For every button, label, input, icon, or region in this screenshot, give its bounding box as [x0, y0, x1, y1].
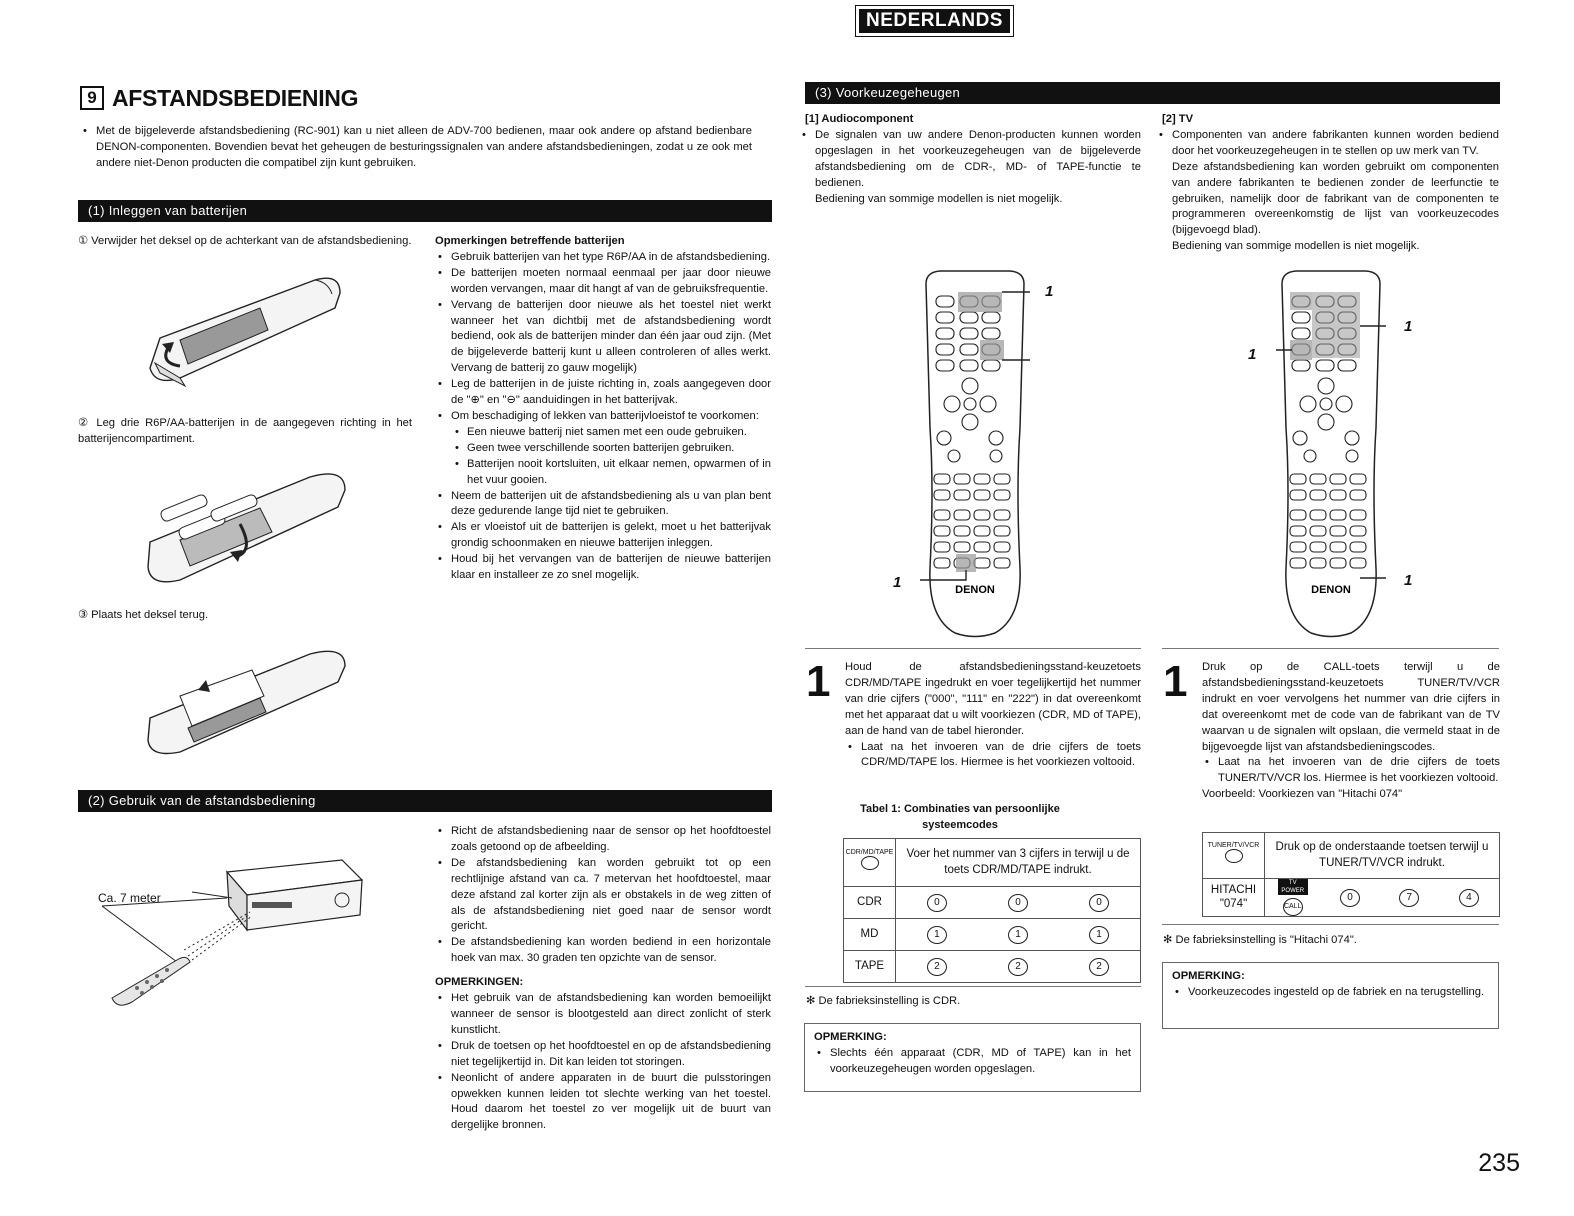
remote-battery-insert-illustration: [140, 462, 355, 592]
row-label: MD: [844, 919, 896, 951]
tv-factory-setting: [1163, 933, 1357, 949]
usage-note: • Druk de toetsen op het hoofdtoestel en op de afstandsbediening niet tegelijkertijd in. Dit kan leiden tot storingen.: [435, 1039, 771, 1071]
tv-example: Voorbeeld: Voorkiezen van "Hitachi 074": [1202, 788, 1403, 801]
battery-sub-note: • Een nieuwe batterij niet samen met een oude gebruiken.: [453, 425, 771, 441]
tv-extra: Bediening van sommige modellen is niet mogelijk.: [1172, 240, 1420, 253]
audio-step-number: 1: [806, 657, 831, 706]
row-label: CDR: [844, 887, 896, 919]
tv-code: "074": [1219, 897, 1248, 910]
usage-point: • De afstandsbediening kan worden bediend in een horizontale hoek van max. 30 graden ten opzichte van de sensor.: [435, 935, 771, 967]
divider: [1162, 924, 1499, 925]
tv-step: [1202, 660, 1500, 803]
battery-note: • De batterijen moeten normaal eenmaal per jaar door nieuwe worden vervangen, maar dit hangt af van de gebruiksfrequentie.: [435, 266, 771, 298]
usage-point: • De afstandsbediening kan worden gebruikt tot op een rechtlijnige afstand van ca. 7 metervan het hoofdtoestel, maar deze afstand zal korter zijn als er obstakels in de weg zitten of als de afstandsbediening niet goed naar de sensor wordt gericht.: [435, 856, 771, 936]
battery-step-3: [78, 608, 412, 624]
digit-key: 2: [927, 958, 947, 976]
remote-cover-open-illustration: [140, 268, 350, 393]
digit-key: 0: [1008, 894, 1028, 912]
tv-bullet: • Componenten van andere fabrikanten kunnen worden bediend door het voorkeuzegeheugen in te stellen op uw merk van TV.: [1156, 128, 1499, 160]
tv-table-header: Druk op de onderstaande toetsen terwijl u TUNER/TV/VCR indrukt.: [1265, 833, 1500, 879]
digit-key: 2: [1089, 958, 1109, 976]
tv-note-box: [1162, 962, 1499, 1029]
battery-step-1: [78, 234, 412, 250]
battery-note-text: Om beschadiging of lekken van batterijvloeistof te voorkomen:: [451, 409, 759, 422]
tv-code-table: [1202, 832, 1500, 917]
battery-step-1-text: Verwijder het deksel op de achterkant van de afstandsbediening.: [91, 235, 412, 247]
battery-step-3-num: ③: [78, 609, 89, 621]
battery-step-3-text: Plaats het deksel terug.: [91, 609, 209, 621]
audio-note: • Slechts één apparaat (CDR, MD of TAPE) kan in het voorkeuzegeheugen worden opgeslagen.: [814, 1046, 1131, 1078]
battery-note: • Gebruik batterijen van het type R6P/AA in de afstandsbediening.: [435, 250, 771, 266]
battery-note: • Vervang de batterijen door nieuwe als het toestel niet werkt wanneer het van dichtbij met de afstandsbediening wordt bediend, ook als de batterijen minder dan één jaar oud zijn. (Met de bijgeleverde batterij kunt u alleen controleren of alles werkt. Vervang de batterij zo gauw mogelijk): [435, 298, 771, 378]
battery-step-2: [78, 416, 412, 448]
tv-factory-text: De fabrieksinstelling is "Hitachi 074".: [1175, 934, 1357, 946]
divider: [805, 648, 1141, 649]
digit-key: 0: [1089, 894, 1109, 912]
key-icon: [1225, 849, 1243, 863]
battery-heading: (1) Inleggen van batterijen: [78, 200, 772, 222]
tv-brand: HITACHI: [1210, 883, 1257, 896]
tv-row-label: [1203, 879, 1265, 917]
battery-note: • Neem de batterijen uit de afstandsbediening als u van plan bent deze gedurende lange tijd niet te gebruiken.: [435, 489, 771, 521]
usage-point: • Richt de afstandsbediening naar de sensor op het hoofdtoestel zoals getoond op de afbeelding.: [435, 824, 771, 856]
tv-note-heading: OPMERKING:: [1172, 970, 1245, 982]
row-label: TAPE: [844, 951, 896, 983]
audio-step-text: Houd de afstandsbedieningsstand-keuzetoets CDR/MD/TAPE ingedrukt en voer tegelijkertijd het nummer van drie cijfers ("000", "111" en "222") in dat overeenkomt met het apparaat dat u wilt voorkiezen (CDR, MD of TAPE), aan de hand van de tabel hieronder.: [845, 661, 1141, 737]
usage-notes-heading: OPMERKINGEN:: [435, 976, 524, 989]
audio-heading: [1] Audiocomponent: [805, 113, 914, 125]
call-key: CALL: [1283, 898, 1303, 916]
divider: [805, 986, 1141, 987]
tv-step-text: Druk op de CALL-toets terwijl u de afstandsbedieningsstand-keuzetoets TUNER/TV/VCR indrukt en voer vervolgens het nummer van drie cijfers in dat overeenkomt met de code van de fabrikant van de TV waarvan u de signalen wilt opslaan, die vermeld staat in de bijgevoegde lijst van afstandsbedieningscodes.: [1202, 661, 1500, 753]
tv-para: Deze afstandsbediening kan worden gebruikt om componenten van andere fabrikanten te bedienen zonder de leerfunctie te gebruiken, namelijk door de fabrikant van de componenten te programmeren overeenkomstig de lijst van voorkeuzecodes (bijgevoegd blad).: [1172, 160, 1499, 237]
audio-step: [845, 660, 1141, 771]
audio-callout-bottom: 1: [893, 574, 902, 591]
digit-key: 1: [1089, 926, 1109, 944]
battery-step-1-num: ①: [78, 235, 89, 247]
battery-sub-note: • Batterijen nooit kortsluiten, uit elkaar nemen, opwarmen of in het vuur gooien.: [453, 457, 771, 489]
tv-step-sub: • Laat na het invoeren van de drie cijfers de toets TUNER/TV/VCR los. Hiermee is het voorkiezen voltooid.: [1202, 755, 1500, 787]
tv-key-label: TUNER/TV/VCR: [1207, 842, 1260, 850]
battery-note: • Als er vloeistof uit de batterijen is gelekt, moet u het batterijvak grondig schoonmaken en nieuwe batterijen inleggen.: [435, 520, 771, 552]
tv-intro: [1162, 112, 1499, 255]
tv-callout-bottom: 1: [1404, 572, 1413, 589]
table-title: Tabel 1: Combinaties van persoonlijke systeemcodes: [860, 803, 1060, 831]
battery-notes-heading: Opmerkingen betreffende batterijen: [435, 235, 625, 247]
preset-heading: (3) Voorkeuzegeheugen: [805, 82, 1500, 104]
call-cell: [1265, 879, 1321, 917]
battery-step-2-num: ②: [78, 417, 91, 429]
audio-note-heading: OPMERKING:: [814, 1031, 887, 1043]
usage-text: [435, 824, 771, 1134]
battery-notes: [435, 234, 771, 584]
language-tab: NEDERLANDS: [856, 6, 1013, 36]
asterisk-icon: ✻: [806, 995, 819, 1007]
remote-control-audio-illustration: [920, 268, 1030, 638]
battery-sub-note: • Geen twee verschillende soorten batterijen gebruiken.: [453, 441, 771, 457]
digit-key: 0: [927, 894, 947, 912]
remote-cover-close-illustration: [140, 640, 355, 760]
divider: [1162, 648, 1499, 649]
tv-callout-right: 1: [1404, 318, 1413, 335]
digit-key: 1: [1008, 926, 1028, 944]
key-icon: [861, 856, 879, 870]
asterisk-icon: ✻: [1163, 934, 1176, 946]
intro: [80, 124, 752, 172]
page-number: 235: [1478, 1149, 1520, 1177]
remote-range-illustration: [92, 840, 392, 1020]
usage-note: • Neonlicht of andere apparaten in de buurt die pulsstoringen opwekken kunnen leiden tot slechte werking van het toestel. Houd daarom het toestel zo ver mogelijk uit de buurt van dergelijke bronnen.: [435, 1071, 771, 1135]
remote-control-tv-illustration: [1276, 268, 1386, 638]
usage-heading: (2) Gebruik van de afstandsbediening: [78, 790, 772, 812]
tv-heading: [2] TV: [1162, 113, 1194, 125]
digit-key: 2: [1008, 958, 1028, 976]
intro-text: • Met de bijgeleverde afstandsbediening (RC-901) kan u niet alleen de ADV-700 bedienen, maar ook andere op afstand bedienbare DENON-componenten. Bovendien bevat het geheugen de besturingssignalen van andere afstandsbedieningen, zodat u ze ook met andere niet-Denon producten die compatibel zijn kunt gebruiken.: [80, 124, 752, 172]
audio-factory-setting: [806, 994, 960, 1010]
digit-key: 1: [927, 926, 947, 944]
system-code-table: [843, 838, 1141, 983]
section-title: [80, 82, 358, 115]
battery-note: • Houd bij het vervangen van de batterijen de nieuwe batterijen klaar en installeer ze zo snel mogelijk.: [435, 552, 771, 584]
section-heading: AFSTANDSBEDIENING: [112, 85, 359, 111]
audio-step-sub: • Laat na het invoeren van de drie cijfers de toets CDR/MD/TAPE los. Hiermee is het voorkiezen voltooid.: [845, 740, 1141, 772]
tv-key-cell: [1203, 833, 1265, 879]
tv-callout-left: 1: [1248, 346, 1257, 363]
battery-step-2-text: Leg drie R6P/AA-batterijen in de aangegeven richting in het batterijencompartiment.: [78, 417, 412, 445]
distance-label: Ca. 7 meter: [98, 891, 161, 905]
audio-note-box: [804, 1023, 1141, 1092]
digit-key: 0: [1340, 889, 1360, 907]
digit-key: 4: [1459, 889, 1479, 907]
battery-note: [435, 409, 771, 489]
tv-step-number: 1: [1163, 657, 1188, 706]
audio-component-intro: [805, 112, 1141, 207]
table-key-label: CDR/MD/TAPE: [845, 849, 894, 857]
digit-key: 7: [1399, 889, 1419, 907]
audio-callout-top: 1: [1045, 283, 1054, 300]
tv-power-label: TV POWER: [1278, 879, 1308, 895]
battery-note: • Leg de batterijen in de juiste richting in, zoals aangegeven door de "⊕" en "⊖" aanduidingen in het batterijvak.: [435, 377, 771, 409]
audio-factory-text: De fabrieksinstelling is CDR.: [818, 995, 961, 1007]
audio-extra: Bediening van sommige modellen is niet mogelijk.: [815, 192, 1063, 205]
brand-logo-tv: DENON: [1311, 584, 1351, 596]
tv-note: • Voorkeuzecodes ingesteld op de fabriek en na terugstelling.: [1172, 985, 1489, 1001]
brand-logo-audio: DENON: [955, 584, 995, 596]
audio-bullet: • De signalen van uw andere Denon-producten kunnen worden opgeslagen in het voorkeuzegeheugen van de bijgeleverde afstandsbediening om de CDR-, MD- of TAPE-functie te bedienen.: [799, 128, 1141, 192]
section-number: 9: [80, 86, 104, 110]
usage-note: • Het gebruik van de afstandsbediening kan worden bemoeilijkt wanneer de sensor is blootgesteld aan direct zonlicht of sterk kunstlicht.: [435, 991, 771, 1039]
table-key-cell: [844, 839, 896, 887]
table-header: Voer het nummer van 3 cijfers in terwijl u de toets CDR/MD/TAPE indrukt.: [896, 839, 1141, 887]
